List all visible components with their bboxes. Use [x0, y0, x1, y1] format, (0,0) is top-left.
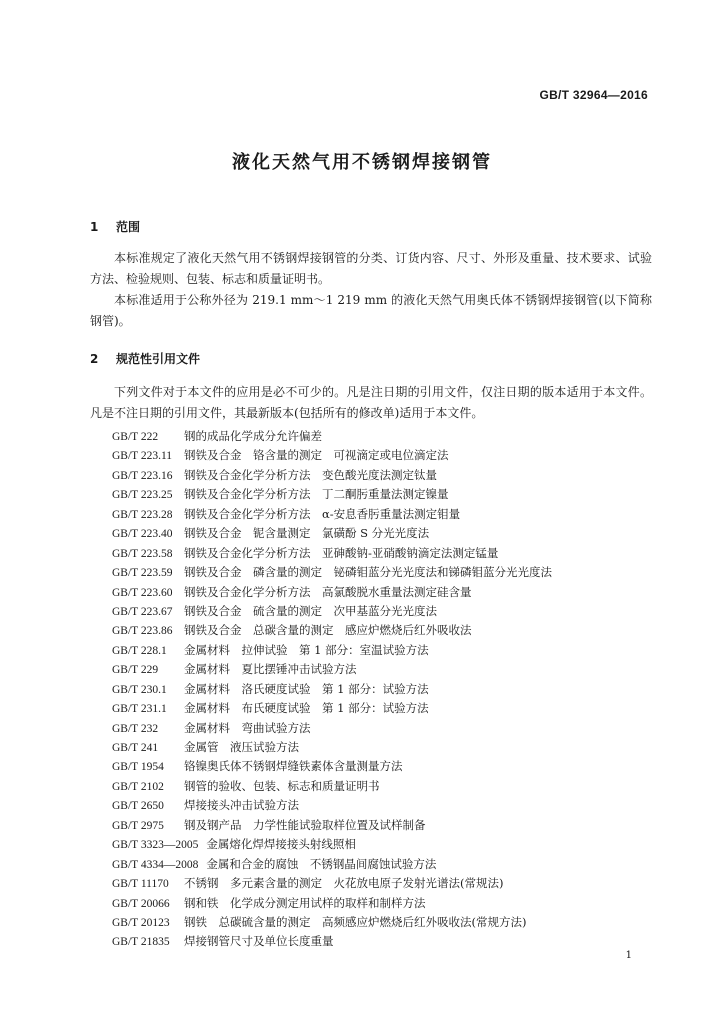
reference-title: 钢和铁 化学成分测定用试样的取样和制样方法	[184, 895, 426, 910]
reference-item	[112, 894, 672, 913]
reference-title: 钢铁及合金化学分析方法 高氯酸脱水重量法测定硅含量	[184, 584, 472, 599]
reference-item	[112, 855, 672, 874]
reference-title: 钢铁及合金 铬含量的测定 可视滴定或电位滴定法	[184, 448, 449, 463]
reference-title: 金属和合金的腐蚀 不锈钢晶间腐蚀试验方法	[206, 856, 437, 871]
reference-item	[112, 583, 672, 602]
reference-title: 铬镍奥氏体不锈钢焊缝铁素体含量测量方法	[184, 759, 403, 774]
reference-item	[112, 680, 672, 699]
reference-title: 金属材料 弯曲试验方法	[184, 720, 311, 735]
reference-code: GB/T 3323—2005	[112, 839, 199, 852]
reference-code: GB/T 223.67	[112, 605, 173, 618]
reference-title: 钢铁及合金化学分析方法 α-安息香肟重量法测定钼量	[184, 506, 461, 521]
reference-item	[112, 796, 672, 815]
reference-item	[112, 777, 672, 796]
reference-code: GB/T 222	[112, 431, 159, 443]
reference-code: GB/T 2975	[112, 819, 164, 832]
reference-code: GB/T 223.16	[112, 469, 173, 482]
reference-item	[112, 932, 672, 951]
reference-code: GB/T 223.25	[112, 489, 173, 502]
reference-code: GB/T 20066	[112, 897, 170, 910]
reference-title: 金属熔化焊焊接接头射线照相	[206, 837, 356, 852]
reference-item	[112, 544, 672, 563]
reference-code: GB/T 20123	[112, 916, 170, 929]
references-intro-paragraph: 下列文件对于本文件的应用是必不可少的。凡是注日期的引用文件，仅注日期的版本适用于本文件。凡是不注日期的引用文件，其最新版本(包括所有的修改单)适用于本文件。	[90, 385, 652, 420]
reference-title: 金属材料 夏比摆锤冲击试验方法	[184, 662, 357, 677]
reference-title: 焊接钢管尺寸及单位长度重量	[184, 934, 334, 949]
reference-title: 钢铁及合金化学分析方法 亚砷酸钠-亚硝酸钠滴定法测定锰量	[184, 545, 499, 560]
reference-item	[112, 816, 672, 835]
reference-title: 钢铁及合金化学分析方法 变色酸光度法测定钛量	[184, 467, 437, 482]
reference-code: GB/T 223.40	[112, 528, 173, 541]
reference-code: GB/T 2650	[112, 800, 164, 813]
section-title: 范围	[116, 220, 141, 234]
reference-code: GB/T 223.60	[112, 586, 173, 599]
section-title: 规范性引用文件	[116, 352, 201, 366]
reference-title: 钢及钢产品 力学性能试验取样位置及试样制备	[184, 817, 426, 832]
reference-code: GB/T 228.1	[112, 644, 167, 657]
document-title: 液化天然气用不锈钢焊接钢管	[232, 152, 492, 173]
section-heading-scope	[90, 218, 140, 235]
reference-code: GB/T 2102	[112, 780, 164, 793]
reference-code: GB/T 223.11	[112, 450, 173, 463]
reference-title: 金属材料 布氏硬度试验 第 1 部分：试验方法	[184, 701, 429, 716]
reference-code: GB/T 229	[112, 664, 159, 677]
reference-list	[112, 427, 672, 952]
reference-item	[112, 660, 672, 679]
page-number: 1	[625, 950, 632, 961]
reference-code: GB/T 230.1	[112, 683, 167, 696]
reference-title: 不锈钢 多元素含量的测定 火花放电原子发射光谱法(常规法)	[184, 876, 504, 891]
reference-title: 钢铁及合金 磷含量的测定 铋磷钼蓝分光光度法和锑磷钼蓝分光光度法	[184, 565, 552, 580]
reference-title: 钢铁及合金 总碳含量的测定 感应炉燃烧后红外吸收法	[184, 623, 472, 638]
reference-item	[112, 505, 672, 524]
reference-title: 钢管的验收、包装、标志和质量证明书	[184, 778, 380, 793]
reference-item	[112, 563, 672, 582]
reference-item	[112, 641, 672, 660]
reference-title: 钢的成品化学成分允许偏差	[184, 429, 322, 443]
reference-code: GB/T 223.59	[112, 567, 173, 580]
reference-item	[112, 602, 672, 621]
reference-code: GB/T 11170	[112, 878, 169, 891]
reference-code: GB/T 223.58	[112, 547, 173, 560]
standard-code: GB/T 32964—2016	[539, 88, 648, 102]
section-number: 1	[90, 220, 99, 234]
reference-item	[112, 446, 672, 465]
reference-code: GB/T 223.28	[112, 508, 173, 521]
reference-item	[112, 699, 672, 718]
reference-item	[112, 757, 672, 776]
reference-item	[112, 524, 672, 543]
reference-item	[112, 621, 672, 640]
reference-item	[112, 466, 672, 485]
reference-code: GB/T 241	[112, 742, 159, 754]
reference-item	[112, 913, 672, 932]
section-number: 2	[90, 352, 99, 366]
reference-item	[112, 874, 672, 893]
reference-code: GB/T 223.86	[112, 625, 173, 638]
reference-item	[112, 835, 672, 854]
reference-title: 钢铁 总碳硫含量的测定 高频感应炉燃烧后红外吸收法(常规方法)	[184, 914, 527, 929]
reference-title: 焊接接头冲击试验方法	[184, 798, 299, 813]
reference-code: GB/T 231.1	[112, 703, 167, 716]
reference-title: 金属管 液压试验方法	[184, 740, 299, 754]
reference-code: GB/T 1954	[112, 761, 164, 774]
reference-item	[112, 738, 672, 757]
section-heading-normative-references	[90, 350, 200, 367]
reference-title: 钢铁及合金 铌含量测定 氯磺酚 S 分光光度法	[184, 526, 430, 541]
reference-code: GB/T 4334—2008	[112, 858, 199, 871]
reference-item	[112, 719, 672, 738]
reference-code: GB/T 21835	[112, 936, 170, 949]
scope-paragraph-1: 本标准规定了液化天然气用不锈钢焊接钢管的分类、订货内容、尺寸、外形及重量、技术要求、试验方法、检验规则、包装、标志和质量证明书。	[90, 251, 652, 286]
reference-title: 钢铁及合金化学分析方法 丁二酮肟重量法测定镍量	[184, 487, 449, 502]
reference-title: 金属材料 拉伸试验 第 1 部分：室温试验方法	[184, 642, 429, 657]
scope-paragraph-2: 本标准适用于公称外径为 219.1 mm～1 219 mm 的液化天然气用奥氏体不锈钢焊接钢管(以下简称钢管)。	[90, 293, 652, 328]
reference-item	[112, 485, 672, 504]
reference-title: 钢铁及合金 硫含量的测定 次甲基蓝分光光度法	[184, 603, 437, 618]
reference-title: 金属材料 洛氏硬度试验 第 1 部分：试验方法	[184, 681, 429, 696]
reference-item	[112, 427, 672, 446]
reference-code: GB/T 232	[112, 722, 159, 735]
